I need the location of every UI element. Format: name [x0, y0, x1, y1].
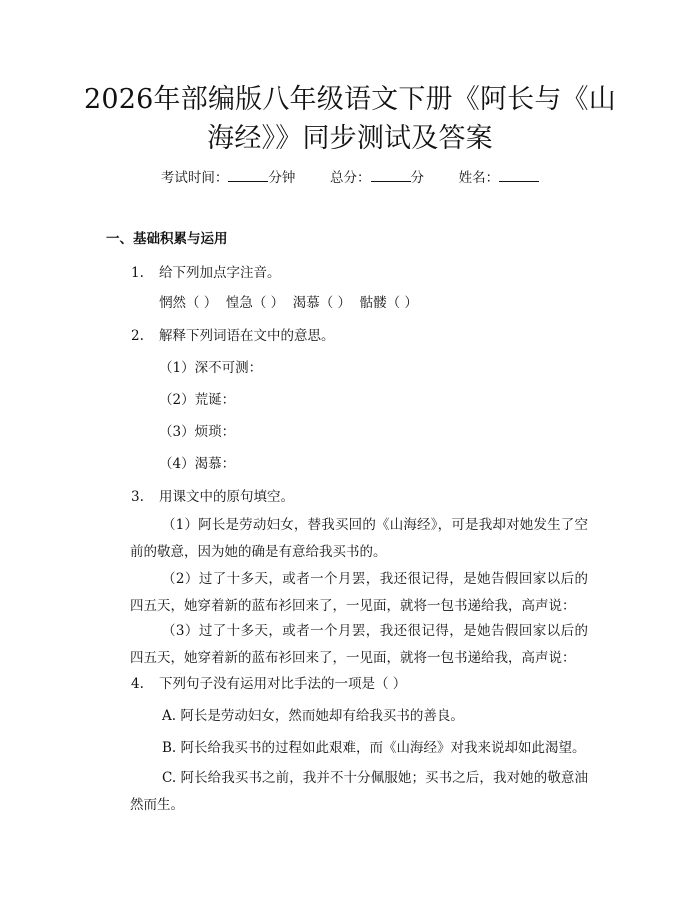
question-4 — [131, 674, 406, 694]
exam-time-blank[interactable] — [228, 167, 268, 182]
fill-in-item: （1）阿长是劳动妇女，替我买回的《山海经》，可是我却对她发生了空前的敬意，因为她的确是有意给我买书的。 — [130, 517, 588, 560]
exam-info-line — [0, 167, 700, 188]
question-text: 下列句子没有运用对比手法的一项是（ ） — [159, 676, 407, 692]
option-c: C. 阿长给我买书之前，我并不十分佩服她；买书之后，我对她的敬意油然而生。 — [130, 770, 588, 813]
section-heading: 一、基础积累与运用 — [106, 231, 228, 247]
pinyin-items: 惘然（ ） 惶急（ ） 渴慕（ ） 骷髅（ ） — [159, 295, 418, 311]
option-b: B. 阿长给我买书的过程如此艰难，而《山海经》对我来说却如此渴望。 — [162, 740, 586, 756]
option-a: A. 阿长是劳动妇女，然而她却有给我买书的善良。 — [162, 708, 464, 724]
definition-item: （2）荒诞： — [159, 392, 236, 408]
exam-time-label: 考试时间： — [160, 170, 229, 186]
definition-item: （1）深不可测： — [159, 360, 263, 376]
question-text: 解释下列词语在文中的意思。 — [159, 328, 335, 344]
question-number: 3. — [131, 489, 144, 505]
exam-time-unit: 分钟 — [268, 170, 296, 186]
question-number: 4. — [131, 676, 144, 692]
question-number: 2. — [131, 328, 144, 344]
total-score-unit: 分 — [410, 170, 424, 186]
total-score-blank[interactable] — [371, 167, 411, 182]
question-text: 用课文中的原句填空。 — [159, 489, 294, 505]
question-text: 给下列加点字注音。 — [159, 265, 281, 281]
question-1 — [131, 263, 281, 283]
question-3 — [131, 487, 294, 507]
fill-in-item: （2）过了十多天，或者一个月罢，我还很记得，是她告假回家以后的四五天，她穿着新的蓝布衫回来了，一见面，就将一包书递给我，高声说： — [130, 571, 588, 614]
question-number: 1. — [131, 265, 144, 281]
total-score-label: 总分： — [330, 170, 371, 186]
question-2 — [131, 326, 335, 346]
definition-item: （3）烦琐： — [159, 424, 236, 440]
name-label: 姓名： — [458, 170, 500, 186]
fill-in-item: （3）过了十多天，或者一个月罢，我还很记得，是她告假回家以后的四五天，她穿着新的蓝布衫回来了，一见面，就将一包书递给我，高声说： — [130, 623, 588, 666]
definition-item: （4）渴慕： — [159, 456, 236, 472]
name-blank[interactable] — [499, 167, 539, 182]
document-title: 2026年部编版八年级语文下册《阿长与《山海经》》同步测试及答案 — [84, 84, 616, 154]
